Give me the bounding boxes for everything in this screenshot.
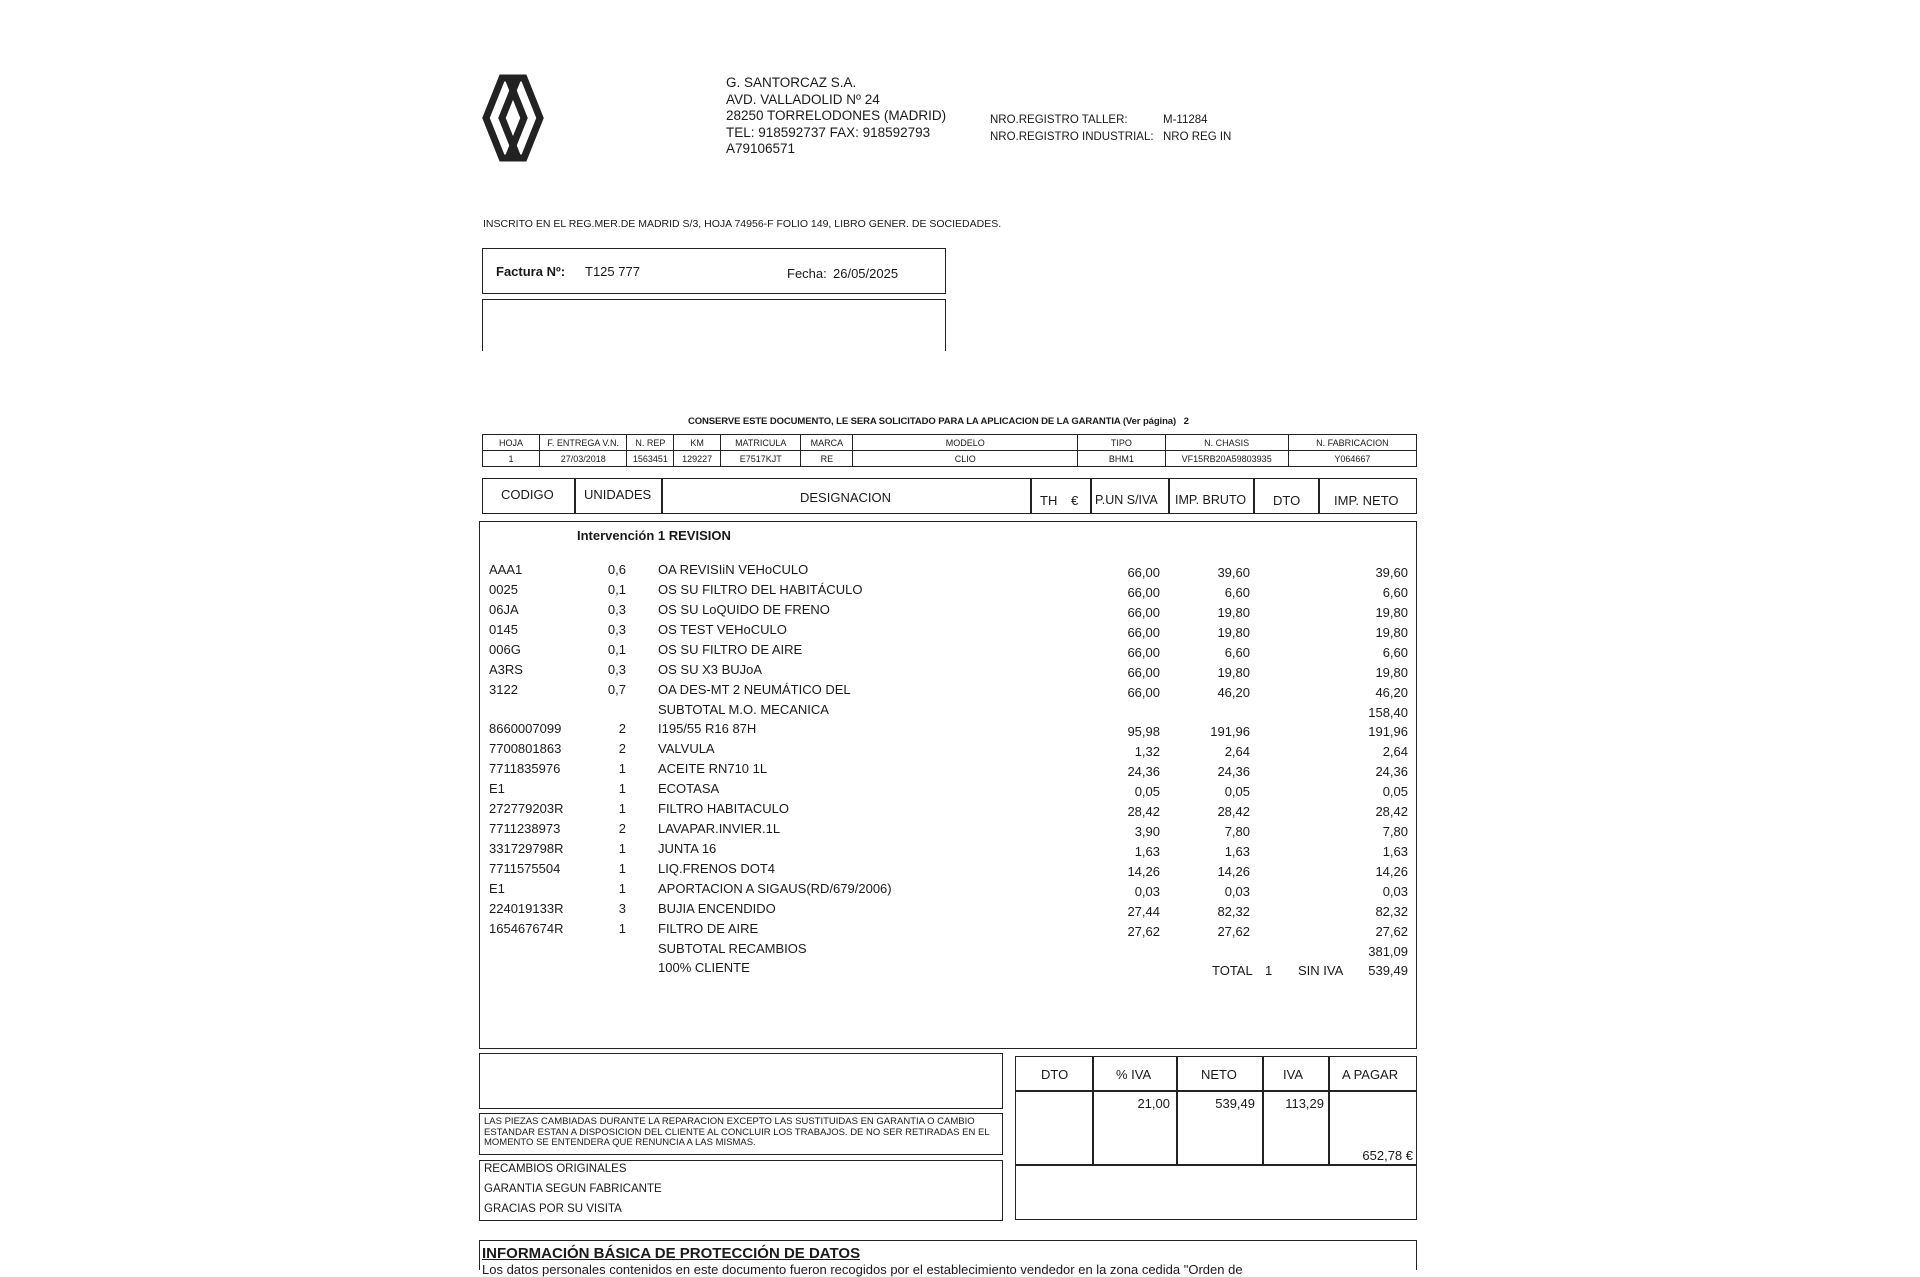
vehicle-value: 1563451 [627, 451, 674, 467]
vehicle-header: N. FABRICACION [1288, 435, 1416, 451]
company-phone-fax: TEL: 918592737 FAX: 918592793 [726, 124, 931, 140]
column-divider [1168, 478, 1170, 514]
table-row [0, 781, 1920, 800]
totals-neto: 539,49 [1215, 1096, 1255, 1111]
totals-header-neto: NETO [1201, 1067, 1237, 1082]
company-address-2: 28250 TORRELODONES (MADRID) [726, 108, 947, 123]
table-row [0, 562, 1920, 581]
line-gross: 7,80 [1224, 824, 1250, 839]
column-divider [661, 478, 663, 514]
line-description: LIQ.FRENOS DOT4 [658, 861, 776, 876]
column-header-bruto: IMP. BRUTO [1175, 493, 1247, 507]
table-row [0, 801, 1920, 820]
line-description: APORTACION A SIGAUS(RD/679/2006) [658, 881, 892, 896]
totals-header-a-pagar: A PAGAR [1342, 1067, 1399, 1082]
table-row [0, 921, 1920, 940]
table-row [0, 721, 1920, 740]
line-net: 24,36 [1375, 764, 1408, 779]
company-info [726, 75, 946, 158]
line-code: AAA1 [489, 562, 523, 577]
renault-logo-icon [482, 74, 544, 162]
vehicle-value: BHM1 [1078, 451, 1165, 467]
total-label: TOTAL [1212, 963, 1253, 978]
line-description: FILTRO DE AIRE [658, 921, 759, 936]
invoice-number: T125 777 [585, 264, 640, 279]
line-units: 0,1 [607, 642, 626, 657]
line-description: JUNTA 16 [658, 841, 717, 856]
totals-column-divider [1328, 1056, 1330, 1164]
line-description: OA REVISIiN VEHoCULO [658, 562, 809, 577]
totals-header-dto: DTO [1041, 1067, 1069, 1082]
data-protection-text: Los datos personales contenidos en este documento fueron recogidos por el establecimiento vendedor en la zona cedida "Orden de [482, 1262, 1243, 1277]
line-description: OS TEST VEHoCULO [658, 622, 787, 637]
line-unit-price: 66,00 [1127, 665, 1160, 680]
line-code: E1 [489, 881, 505, 896]
vehicle-value: E7517KJT [721, 451, 801, 467]
line-code: 224019133R [489, 901, 564, 916]
line-unit-price: 0,03 [1134, 884, 1160, 899]
column-divider [574, 478, 576, 514]
line-net: 0,03 [1382, 884, 1408, 899]
vehicle-header: N. CHASIS [1165, 435, 1288, 451]
line-net: 19,80 [1375, 605, 1408, 620]
totals-column-divider [1092, 1056, 1094, 1164]
table-row [0, 602, 1920, 621]
footer-note-garantia: GARANTIA SEGUN FABRICANTE [484, 1183, 662, 1195]
line-description: OA DES-MT 2 NEUMÁTICO DEL [658, 682, 851, 697]
line-description: OS SU FILTRO DE AIRE [658, 642, 803, 657]
registry-taller-value: M-11284 [1163, 114, 1208, 126]
line-units: 1 [618, 841, 626, 856]
line-units: 2 [618, 721, 626, 736]
subtotal-parts-label: SUBTOTAL RECAMBIOS [658, 941, 807, 956]
vehicle-header: MATRICULA [721, 435, 801, 451]
totals-header-pct-iva: % IVA [1116, 1067, 1152, 1082]
line-code: 8660007099 [489, 721, 562, 736]
line-units: 3 [618, 901, 626, 916]
totals-a-pagar: 652,78 € [1362, 1148, 1413, 1163]
table-row [0, 622, 1920, 641]
line-gross: 0,05 [1224, 784, 1250, 799]
vehicle-header: HOJA [483, 435, 540, 451]
vehicle-header: MARCA [801, 435, 853, 451]
registry-inscription: INSCRITO EN EL REG.MER.DE MADRID S/3, HOJA 74956-F FOLIO 149, LIBRO GENER. DE SOCIEDADES. [483, 218, 1002, 230]
line-code: 06JA [489, 602, 519, 617]
line-gross: 14,26 [1217, 864, 1250, 879]
line-unit-price: 1,32 [1134, 744, 1160, 759]
line-description: ACEITE RN710 1L [658, 761, 768, 776]
line-units: 1 [618, 781, 626, 796]
line-description: OS SU FILTRO DEL HABITÁCULO [658, 582, 863, 597]
total-value: 539,49 [1368, 963, 1408, 978]
line-unit-price: 66,00 [1127, 585, 1160, 600]
table-row [0, 901, 1920, 920]
column-divider [1090, 478, 1092, 514]
line-unit-price: 66,00 [1127, 565, 1160, 580]
line-code: 272779203R [489, 801, 564, 816]
line-units: 1 [618, 861, 626, 876]
subtotal-labor-label: SUBTOTAL M.O. MECANICA [658, 702, 829, 717]
line-net: 2,64 [1382, 744, 1408, 759]
line-gross: 28,42 [1217, 804, 1250, 819]
vehicle-header-row [483, 435, 1417, 451]
line-unit-price: 66,00 [1127, 605, 1160, 620]
column-header-currency: € [1071, 493, 1079, 508]
table-row [0, 582, 1920, 601]
line-net: 14,26 [1375, 864, 1408, 879]
line-description: BUJIA ENCENDIDO [658, 901, 776, 916]
table-row [0, 821, 1920, 840]
table-row [0, 881, 1920, 900]
line-units: 1 [618, 921, 626, 936]
invoice-number-label: Factura Nº: [496, 264, 566, 279]
line-net: 19,80 [1375, 665, 1408, 680]
column-divider [1030, 478, 1032, 514]
line-unit-price: 66,00 [1127, 625, 1160, 640]
line-code: 7700801863 [489, 741, 562, 756]
line-unit-price: 1,63 [1134, 844, 1160, 859]
table-row [0, 741, 1920, 760]
vehicle-value: Y064667 [1288, 451, 1416, 467]
line-gross: 46,20 [1217, 685, 1250, 700]
subtotal-labor-row [0, 702, 1920, 721]
column-header-codigo: CODIGO [501, 487, 554, 502]
invoice-date-label: Fecha: [787, 266, 827, 281]
vehicle-value: RE [801, 451, 853, 467]
line-unit-price: 27,62 [1127, 924, 1160, 939]
line-net: 1,63 [1382, 844, 1408, 859]
line-unit-price: 3,90 [1134, 824, 1160, 839]
line-description: ECOTASA [658, 781, 720, 796]
line-gross: 19,80 [1217, 625, 1250, 640]
table-row [0, 761, 1920, 780]
line-unit-price: 28,42 [1127, 804, 1160, 819]
line-code: 7711575504 [489, 861, 561, 876]
line-net: 6,60 [1382, 585, 1408, 600]
line-net: 191,96 [1368, 724, 1408, 739]
line-gross: 1,63 [1224, 844, 1250, 859]
vehicle-table [482, 434, 1417, 467]
line-unit-price: 66,00 [1127, 685, 1160, 700]
line-units: 1 [618, 801, 626, 816]
guarantee-notice-text: CONSERVE ESTE DOCUMENTO, LE SERA SOLICITADO PARA LA APLICACION DE LA GARANTIA (Ver página) [688, 416, 1177, 427]
total-row [0, 960, 1920, 979]
vehicle-value: 1 [483, 451, 540, 467]
line-gross: 27,62 [1217, 924, 1250, 939]
line-net: 39,60 [1375, 565, 1408, 580]
line-gross: 19,80 [1217, 605, 1250, 620]
vehicle-header: N. REP [627, 435, 674, 451]
table-row [0, 841, 1920, 860]
company-address-1: AVD. VALLADOLID Nº 24 [726, 91, 880, 107]
line-unit-price: 24,36 [1127, 764, 1160, 779]
line-net: 27,62 [1375, 924, 1408, 939]
registry-taller-label: NRO.REGISTRO TALLER: [990, 114, 1128, 126]
line-gross: 2,64 [1224, 744, 1250, 759]
line-units: 1 [618, 761, 626, 776]
table-row [0, 662, 1920, 681]
line-units: 2 [618, 821, 626, 836]
footer-note-gracias: GRACIAS POR SU VISITA [484, 1203, 622, 1215]
line-code: 006G [489, 642, 521, 657]
line-code: A3RS [489, 662, 523, 677]
line-description: OS SU LoQUIDO DE FRENO [658, 602, 830, 617]
line-unit-price: 14,26 [1127, 864, 1160, 879]
line-code: 331729798R [489, 841, 564, 856]
line-code: 3122 [489, 682, 518, 697]
vehicle-header: KM [674, 435, 721, 451]
line-gross: 19,80 [1217, 665, 1250, 680]
table-row [0, 682, 1920, 701]
line-description: FILTRO HABITACULO [658, 801, 789, 816]
column-divider [1253, 478, 1255, 514]
line-unit-price: 0,05 [1134, 784, 1160, 799]
vehicle-value: 129227 [674, 451, 721, 467]
column-header-unidades: UNIDADES [584, 487, 652, 502]
intervention-title: Intervención 1 REVISION [577, 528, 731, 543]
line-description: I195/55 R16 87H [658, 721, 757, 736]
column-divider [1318, 478, 1320, 514]
line-units: 2 [618, 741, 626, 756]
company-name: G. SANTORCAZ S.A. [726, 75, 857, 90]
subtotal-parts-value: 381,09 [1368, 944, 1408, 959]
line-code: 0025 [489, 582, 518, 597]
vehicle-value-row [483, 451, 1417, 467]
notes-empty-box [479, 1053, 1003, 1109]
line-net: 7,80 [1382, 824, 1408, 839]
line-net: 46,20 [1375, 685, 1408, 700]
registry-industrial-label: NRO.REGISTRO INDUSTRIAL: [990, 131, 1154, 143]
totals-divider [1015, 1090, 1417, 1092]
total-sin-iva-label: SIN IVA [1298, 963, 1344, 978]
line-gross: 24,36 [1217, 764, 1250, 779]
line-gross: 39,60 [1217, 565, 1250, 580]
guarantee-notice [688, 416, 1189, 427]
line-code: 7711238973 [489, 821, 561, 836]
column-header-neto: IMP. NETO [1334, 493, 1399, 508]
vehicle-header: F. ENTREGA V.N. [539, 435, 626, 451]
line-code: 165467674R [489, 921, 564, 936]
table-row [0, 642, 1920, 661]
line-units: 0,1 [607, 582, 626, 597]
vehicle-value: 27/03/2018 [539, 451, 626, 467]
line-description: VALVULA [658, 741, 715, 756]
column-header-designacion: DESIGNACION [800, 490, 892, 505]
line-code: E1 [489, 781, 505, 796]
parts-note: LAS PIEZAS CAMBIADAS DURANTE LA REPARACION EXCEPTO LAS SUSTITUIDAS EN GARANTIA O CAMBIO ESTANDAR ESTAN A DISPOSICION DEL CLIENTE AL CONCLUIR LOS TRABAJOS. DE NO SER RETIRADAS EN EL MOMENTO SE ENTENDERA QUE RENUNCIA A LAS MISMAS. [484, 1116, 990, 1148]
vehicle-header: MODELO [853, 435, 1078, 451]
guarantee-notice-page: 2 [1183, 416, 1189, 427]
line-gross: 191,96 [1210, 724, 1250, 739]
registry-industrial-value: NRO REG IN [1163, 131, 1232, 143]
line-gross: 6,60 [1224, 645, 1250, 660]
company-cif: A79106571 [726, 141, 796, 156]
line-gross: 6,60 [1224, 585, 1250, 600]
line-code: 0145 [489, 622, 518, 637]
line-net: 28,42 [1375, 804, 1408, 819]
line-code: 7711835976 [489, 761, 561, 776]
client-share: 100% CLIENTE [658, 960, 750, 975]
vehicle-value: VF15RB20A59803935 [1165, 451, 1288, 467]
line-net: 19,80 [1375, 625, 1408, 640]
column-header-pun: P.UN S/IVA [1095, 493, 1158, 507]
line-units: 0,6 [607, 562, 626, 577]
totals-pct-iva: 21,00 [1137, 1096, 1170, 1111]
subtotal-parts-row [0, 941, 1920, 960]
line-unit-price: 66,00 [1127, 645, 1160, 660]
totals-iva: 113,29 [1285, 1096, 1324, 1111]
vehicle-value: CLIO [853, 451, 1078, 467]
line-units: 1 [618, 881, 626, 896]
invoice-date: 26/05/2025 [833, 266, 899, 281]
total-number: 1 [1265, 963, 1273, 978]
line-description: OS SU X3 BUJoA [658, 662, 763, 677]
line-net: 82,32 [1375, 904, 1408, 919]
data-protection-title: INFORMACIÓN BÁSICA DE PROTECCIÓN DE DATOS [482, 1245, 861, 1262]
line-units: 0,3 [607, 602, 626, 617]
line-gross: 82,32 [1217, 904, 1250, 919]
line-units: 0,3 [607, 662, 626, 677]
totals-divider [1015, 1164, 1417, 1166]
line-description: LAVAPAR.INVIER.1L [658, 821, 781, 836]
line-unit-price: 95,98 [1127, 724, 1160, 739]
totals-column-divider [1176, 1056, 1178, 1164]
line-gross: 0,03 [1224, 884, 1250, 899]
totals-header-iva: IVA [1283, 1067, 1303, 1082]
subtotal-labor-value: 158,40 [1368, 705, 1408, 720]
column-header-dto: DTO [1273, 493, 1301, 508]
address-box [482, 299, 946, 351]
column-header-th: TH [1040, 493, 1058, 508]
line-units: 0,7 [607, 682, 626, 697]
line-net: 0,05 [1382, 784, 1408, 799]
line-units: 0,3 [607, 622, 626, 637]
footer-note-originales: RECAMBIOS ORIGINALES [484, 1163, 627, 1175]
line-unit-price: 27,44 [1127, 904, 1160, 919]
vehicle-header: TIPO [1078, 435, 1165, 451]
line-net: 6,60 [1382, 645, 1408, 660]
table-row [0, 861, 1920, 880]
